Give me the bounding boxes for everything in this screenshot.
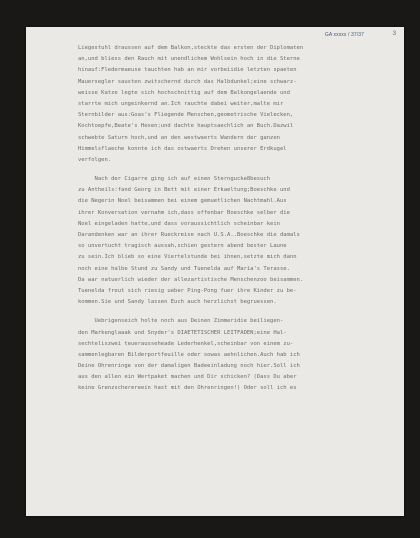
text-line: verfolgen.: [78, 156, 112, 163]
text-line: aus den allen ein Wertpaket machen und Dir schicken? (Dass Du aber: [78, 374, 297, 381]
text-line: Da war natuerlich wieder der allezartistische Menschenzoo beisammen.: [78, 276, 304, 283]
text-line: Uebrigenseich holte noch aus Deinen Zimmeridie beiliegen-: [78, 318, 284, 325]
text-line: hinauf:Fledermaeuse tauchten hab an mir vorbeiidie letzten spaeten: [78, 67, 297, 74]
text-line: an,und bliess den Rauch mit unendlichem Wohlsein hoch in die Sterne: [78, 56, 300, 63]
text-line: Nach der Cigarre ging ich auf einen Sterngucke8besuch: [78, 176, 271, 183]
text-line: Darandenken war an ihrer Rueckreise nach U.S.A..Boeschke die damals: [78, 232, 300, 238]
text-line: ihrer Konversation vernahm ich,dass offenbar Boeschke selber die: [78, 209, 290, 216]
text-line: sammenlegbaren Bilderportfeuille oder sowas aehnlichen.Auch hab ich: [78, 351, 300, 358]
text-line: noch eine halbe Stund zu Sandy und Tuenelda auf Maria's Terasse.: [78, 265, 290, 272]
archive-stamp: GA xxxxx / 37/37: [324, 32, 364, 38]
text-line: weisse Katze legte sich hochschnittig auf dem Balkongelaende und: [78, 89, 290, 96]
text-line: Sternbilder aus:Goas's Fliegende Menschen,geometrische Vielecken,: [78, 112, 294, 119]
text-line: schwebte Saturn hoch,und an den westwaerts Wandern der ganzen: [78, 134, 280, 141]
text-line: Mauersegler sausten zwitschernd durch das Halbdunkel;eine schwarz-: [78, 78, 297, 85]
text-line: Noel eingeladen hatte,und dass voraussichtlich scheinbar kein: [78, 220, 280, 227]
page-number: 3: [392, 31, 396, 37]
letter-body: [78, 43, 378, 395]
text-line: keine Grenzscherereein hast mit den Ohrenringen!) Oder soll ich es: [78, 385, 297, 392]
text-line: den Markenglaaak und Snyder's DIAETETISCHER LEITFADEN;eine Hal-: [78, 329, 287, 336]
text-line: zu sein.Ich blieb so eine Viertelstunde bei ihnen,setzte mich dann: [78, 254, 297, 261]
letter-page: [26, 27, 404, 516]
paragraph-gap: [78, 308, 378, 316]
text-line: Deine Ohrenringe von der damaligen Badeeinladung noch hier.Soll ich: [78, 363, 300, 370]
text-line: starrte mich ungeinkernd an.Ich rauchte dabei weiter,malte mir: [78, 100, 284, 107]
text-line: Liegestuhl draussen auf dem Balkon,steckte das ersten der Diplomaten: [78, 45, 304, 51]
text-line: die Negerin Noel beisammen bei einem gemuetlichen Nachtmahl.Aus: [78, 198, 287, 205]
text-line: Kochtoepfe,Beate's Hexen;und dachte hauptsaechlich an Buch.Dazwil: [78, 123, 294, 130]
text-line: zu Antheils:fand Georg in Bett mit einer Erkaeltung;Boeschke und: [78, 187, 290, 194]
text-line: kommen.Sie und Sandy lassen Euch auch herzlichst begruessen.: [78, 299, 277, 306]
text-line: Tuenelda freut sich riesig ueber Ping-Pong fuer ihre Kinder zu be-: [78, 287, 297, 294]
paragraph-gap: [78, 166, 378, 174]
text-line: sechteliszwei teuerausseheade Lederhenkel,scheinbar von einem zu-: [78, 340, 294, 347]
text-line: Himmelsflaeche konnte ich das ostwaerts Drehen unserer Erdkugel: [78, 145, 287, 152]
text-line: so unvertucht tragisch aussah,schien gestern abend bester Laune: [78, 243, 287, 250]
